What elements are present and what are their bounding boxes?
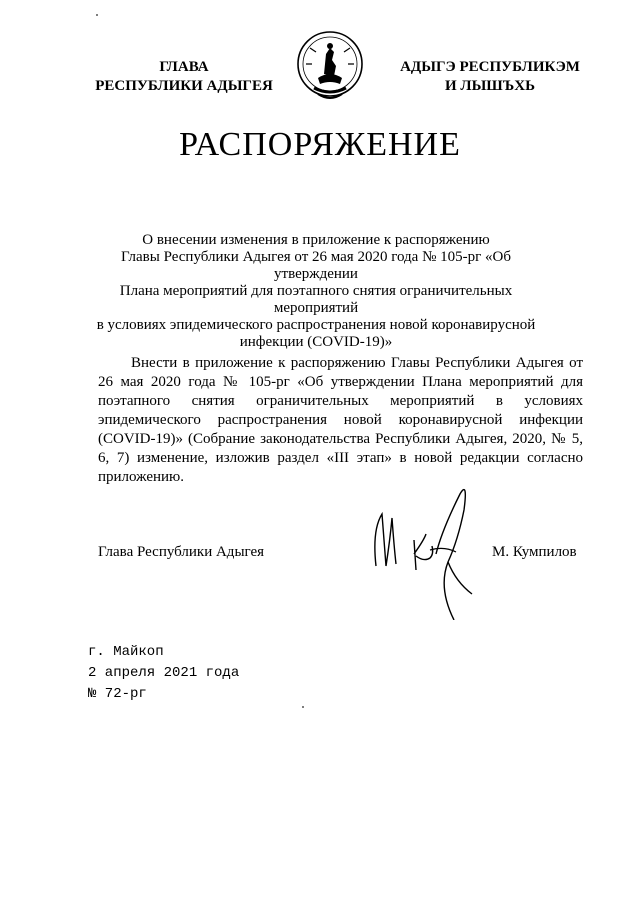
subject-line: инфекции (COVID-19)» bbox=[239, 334, 393, 350]
document-body: Внести в приложение к распоряжению Главы Республики Адыгея от 26 мая 2020 года № 105-рг «Об утверждении Плана мероприятий для поэтапного снятия ограничительных мероприятий в условиях эпидемического распространения новой коронавирусной инфекции (COVID-19)» (Собрание законодательства Республики Адыгея, 2020, № 5, 6, 7) изменение, изложив раздел «III этап» в новой редакции согласно приложению. bbox=[98, 355, 583, 485]
document-subject bbox=[92, 232, 540, 351]
subject-line: О внесении изменения в приложение к распоряжению bbox=[142, 232, 490, 248]
scan-speck bbox=[302, 706, 304, 708]
signatory-name: М. Кумпилов bbox=[492, 544, 577, 560]
header-left-line1: ГЛАВА bbox=[159, 59, 209, 75]
document-title: РАСПОРЯЖЕНИЕ bbox=[179, 126, 461, 163]
subject-line: в условиях эпидемического распространения новой коронавирусной bbox=[96, 317, 536, 333]
signatory-position: Глава Республики Адыгея bbox=[98, 544, 265, 560]
coat-of-arms-icon bbox=[296, 30, 364, 104]
handwritten-signature bbox=[364, 470, 494, 620]
subject-line: Плана мероприятий для поэтапного снятия ограничительных мероприятий bbox=[119, 283, 513, 316]
scan-speck bbox=[96, 14, 98, 16]
footer-date: 2 апреля 2021 года bbox=[88, 665, 240, 681]
header-right-line1: АДЫГЭ РЕСПУБЛИКЭМ bbox=[400, 59, 580, 75]
header-right-line2: И ЛЫШЪХЬ bbox=[444, 78, 536, 94]
header-left-line2: РЕСПУБЛИКИ АДЫГЕЯ bbox=[95, 78, 273, 94]
footer-number: № 72-рг bbox=[88, 686, 147, 702]
header-left bbox=[88, 58, 280, 96]
footer-city: г. Майкоп bbox=[88, 644, 164, 660]
header-right bbox=[390, 58, 590, 96]
document-footer bbox=[88, 642, 239, 705]
subject-line: Главы Республики Адыгея от 26 мая 2020 года № 105-рг «Об утверждении bbox=[120, 249, 511, 282]
